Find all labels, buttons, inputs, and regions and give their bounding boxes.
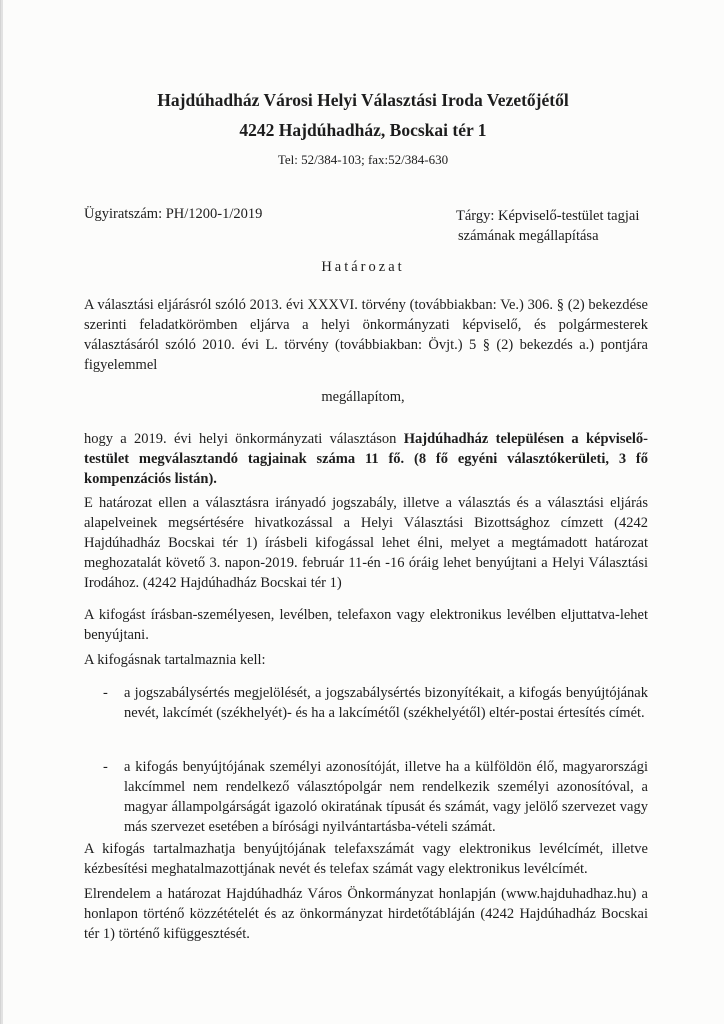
- bullet-dash: -: [103, 685, 108, 701]
- publication-paragraph: Elrendelem a határozat Hajdúhadház Város Önkormányzat honlapján (www.hajduhadhaz.hu) a honlapon történő közzétételét és az önkormányzat hirdetőtábláján (4242 Hajdúhadház Bocskai tér 1) történő kifüggesztését.: [84, 886, 648, 942]
- finding-word: megállapítom,: [321, 389, 405, 405]
- list-item: [103, 683, 648, 723]
- issuer-title: Hajdúhadház Városi Helyi Választási Iroda Vezetőjétől: [157, 90, 569, 110]
- issuer-address: 4242 Hajdúhadház, Bocskai tér 1: [239, 120, 487, 140]
- case-number: Ügyiratszám: PH/1200-1/2019: [84, 206, 263, 222]
- list-item-text: a jogszabálysértés megjelölését, a jogszabálysértés bizonyítékait, a kifogás benyújtójának nevét, lakcímét (székhelyét)- és ha a lakcímétől (székhelyétől) eltér-postai értesítés címét.: [124, 685, 648, 721]
- submission-paragraph: A kifogást írásban-személyesen, levélben, telefaxon vagy elektronikus levélben eljuttatva-lehet benyújtani.: [84, 607, 648, 643]
- legal-basis-paragraph: A választási eljárásról szóló 2013. évi XXXVI. törvény (továbbiakban: Ve.) 306. § (2) bekezdése szerinti feladatkörömben eljárva a helyi önkormányzati képviselő, és polgármesterek választásáról szóló 2010. évi L. törvény (továbbiakban: Övjt.) 5 § (2) bekezdés a.) pontjára figyelemmel: [84, 297, 648, 373]
- bullet-dash: -: [103, 759, 108, 775]
- issuer-contact: Tel: 52/384-103; fax:52/384-630: [277, 152, 449, 167]
- subject-line-2: számának megállapítása: [458, 228, 599, 244]
- optional-contents-paragraph: A kifogás tartalmazhatja benyújtójának telefaxszámát vagy elektronikus levélcímét, illetve kézbesítési meghatalmazottjának nevét és telefax számát vagy elektronikus levélcímét.: [84, 841, 648, 877]
- list-item: [103, 757, 648, 837]
- decision-intro: hogy a 2019. évi helyi önkormányzati választáson: [84, 431, 404, 447]
- appeal-paragraph: E határozat ellen a választásra irányadó jogszabály, illetve a választás és a választási eljárás alapelveinek megsértésére hivatkozással a Helyi Választási Bizottsághoz címzett (4242 Hajdúhadház Bocskai tér 1) írásbeli kifogással lehet élni, melyet a megtámadott határozat meghozatalát követő 3. napon-2019. február 11-én -16 óráig lehet benyújtani a Helyi Választási Irodához. (4242 Hajdúhadház Bocskai tér 1): [84, 495, 648, 591]
- decision-statement: Hajdúhadház településen a képviselő-testület megválasztandó tagjainak száma 11 fő. (8 fő egyéni választókerületi, 3 fő kompenzációs listán).: [84, 431, 649, 487]
- subject-line-1: Tárgy: Képviselő-testület tagjai: [456, 208, 640, 224]
- decision-paragraph: [84, 429, 648, 489]
- must-contain-heading: A kifogásnak tartalmaznia kell:: [84, 652, 266, 668]
- list-item-text: a kifogás benyújtójának személyi azonosítóját, illetve ha a külföldön élő, magyarországi lakcímmel nem rendelkező választópolgár nem rendelkezik személyi azonosítóval, a magyar állampolgárságát igazoló okiratának típusát és számát, vagy jelölő szervezet vagy más szervezet esetében a bírósági nyilvántartásba-vételi számát.: [124, 759, 648, 835]
- document-title: Határozat: [321, 259, 405, 275]
- subject: [456, 206, 639, 246]
